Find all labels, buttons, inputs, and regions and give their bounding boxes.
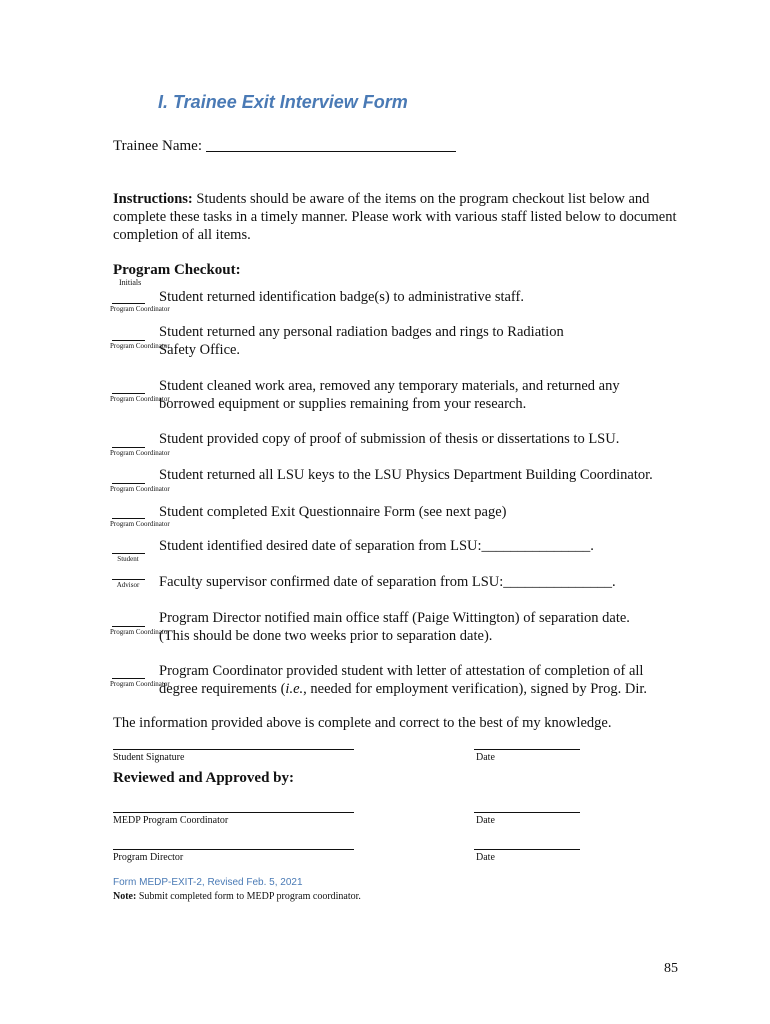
trainee-name-blank [206, 137, 456, 152]
checkout-item-text: Student identified desired date of separation from LSU:_______________. [159, 538, 594, 554]
initial-role: Program Coordinator [110, 520, 170, 528]
initial-box [110, 626, 170, 637]
instructions-paragraph [113, 190, 688, 244]
student-date-label: Date [476, 752, 495, 763]
attestation-statement: The information provided above is complete and correct to the best of my knowledge. [113, 715, 612, 731]
student-date-line[interactable] [474, 749, 580, 750]
initial-line [112, 678, 145, 679]
item-text-italic: i.e. [285, 681, 304, 697]
initial-box [110, 447, 170, 458]
coordinator-signature-line[interactable] [113, 812, 354, 813]
initial-box [110, 518, 170, 529]
initial-role: Program Coordinator [110, 395, 170, 403]
trainee-name-label: Trainee Name: [113, 138, 203, 154]
initial-box [110, 393, 170, 404]
footer-note [113, 891, 361, 902]
note-label: Note: [113, 891, 137, 902]
initial-line [112, 518, 145, 519]
student-signature-line[interactable] [113, 749, 354, 750]
director-signature-line[interactable] [113, 849, 354, 850]
form-identifier: Form MEDP-EXIT-2, Revised Feb. 5, 2021 [113, 877, 303, 888]
initial-line [112, 553, 145, 554]
initial-line [112, 447, 145, 448]
checkout-item-text: Student completed Exit Questionnaire Form (see next page) [159, 504, 507, 520]
checkout-item-text: Program Director notified main office staff (Paige Wittington) of separation date. (This should be done two weeks prior to separation date). [159, 610, 630, 644]
initial-line [112, 340, 145, 341]
checkout-item-text: Student returned any personal radiation badges and rings to Radiation Safety Office. [159, 324, 564, 358]
checkout-item-text: Student returned identification badge(s) to administrative staff. [159, 289, 524, 305]
initial-role: Program Coordinator [110, 628, 170, 636]
note-text: Submit completed form to MEDP program coordinator. [138, 891, 361, 902]
initial-role: Program Coordinator [110, 680, 170, 688]
initial-role: Program Coordinator [110, 305, 170, 313]
instructions-label: Instructions: [113, 191, 193, 207]
checkout-item-text [159, 662, 679, 698]
initial-box [110, 678, 170, 689]
reviewed-approved-heading: Reviewed and Approved by: [113, 770, 294, 786]
director-date-label: Date [476, 852, 495, 863]
form-title: I. Trainee Exit Interview Form [158, 92, 408, 112]
director-signature-label: Program Director [113, 852, 184, 863]
initial-box [110, 575, 146, 590]
initial-line [112, 303, 145, 304]
checkout-item-text: Student cleaned work area, removed any temporary materials, and returned any borrowed equipment or supplies remaining from your research. [159, 378, 620, 412]
program-checkout-heading: Program Checkout: [113, 262, 241, 278]
instructions-text: Students should be aware of the items on the program checkout list below and complete these tasks in a timely manner. Please work with various staff listed below to document completion of all items. [113, 191, 677, 243]
initial-line [112, 393, 145, 394]
initial-box [110, 553, 146, 564]
trainee-name-field [113, 137, 456, 155]
initial-role: Program Coordinator [110, 485, 170, 493]
initial-role: Program Coordinator [110, 449, 170, 457]
item-text-part: Program Coordinator provided student with letter of attestation of completion of all degree requirements ( [159, 663, 644, 697]
initial-line [112, 579, 145, 580]
coordinator-signature-label: MEDP Program Coordinator [113, 815, 229, 826]
initial-box [110, 303, 170, 314]
initial-role: Student [117, 555, 139, 563]
coordinator-date-line[interactable] [474, 812, 580, 813]
initial-role: Program Coordinator [110, 342, 170, 350]
initials-column-label: Initials [119, 278, 142, 287]
page-number: 85 [664, 961, 678, 976]
director-date-line[interactable] [474, 849, 580, 850]
initial-line [112, 483, 145, 484]
item-text-part: , needed for employment verification), signed by Prog. Dir. [303, 681, 648, 697]
initial-box [110, 340, 170, 351]
initial-role: Advisor [116, 581, 140, 589]
initial-box [110, 483, 170, 494]
coordinator-date-label: Date [476, 815, 495, 826]
checkout-item-text: Student returned all LSU keys to the LSU Physics Department Building Coordinator. [159, 467, 653, 483]
initial-line [112, 626, 145, 627]
checkout-item-text: Faculty supervisor confirmed date of separation from LSU:_______________. [159, 574, 616, 590]
student-signature-label: Student Signature [113, 752, 185, 763]
checkout-item-text: Student provided copy of proof of submission of thesis or dissertations to LSU. [159, 431, 620, 447]
